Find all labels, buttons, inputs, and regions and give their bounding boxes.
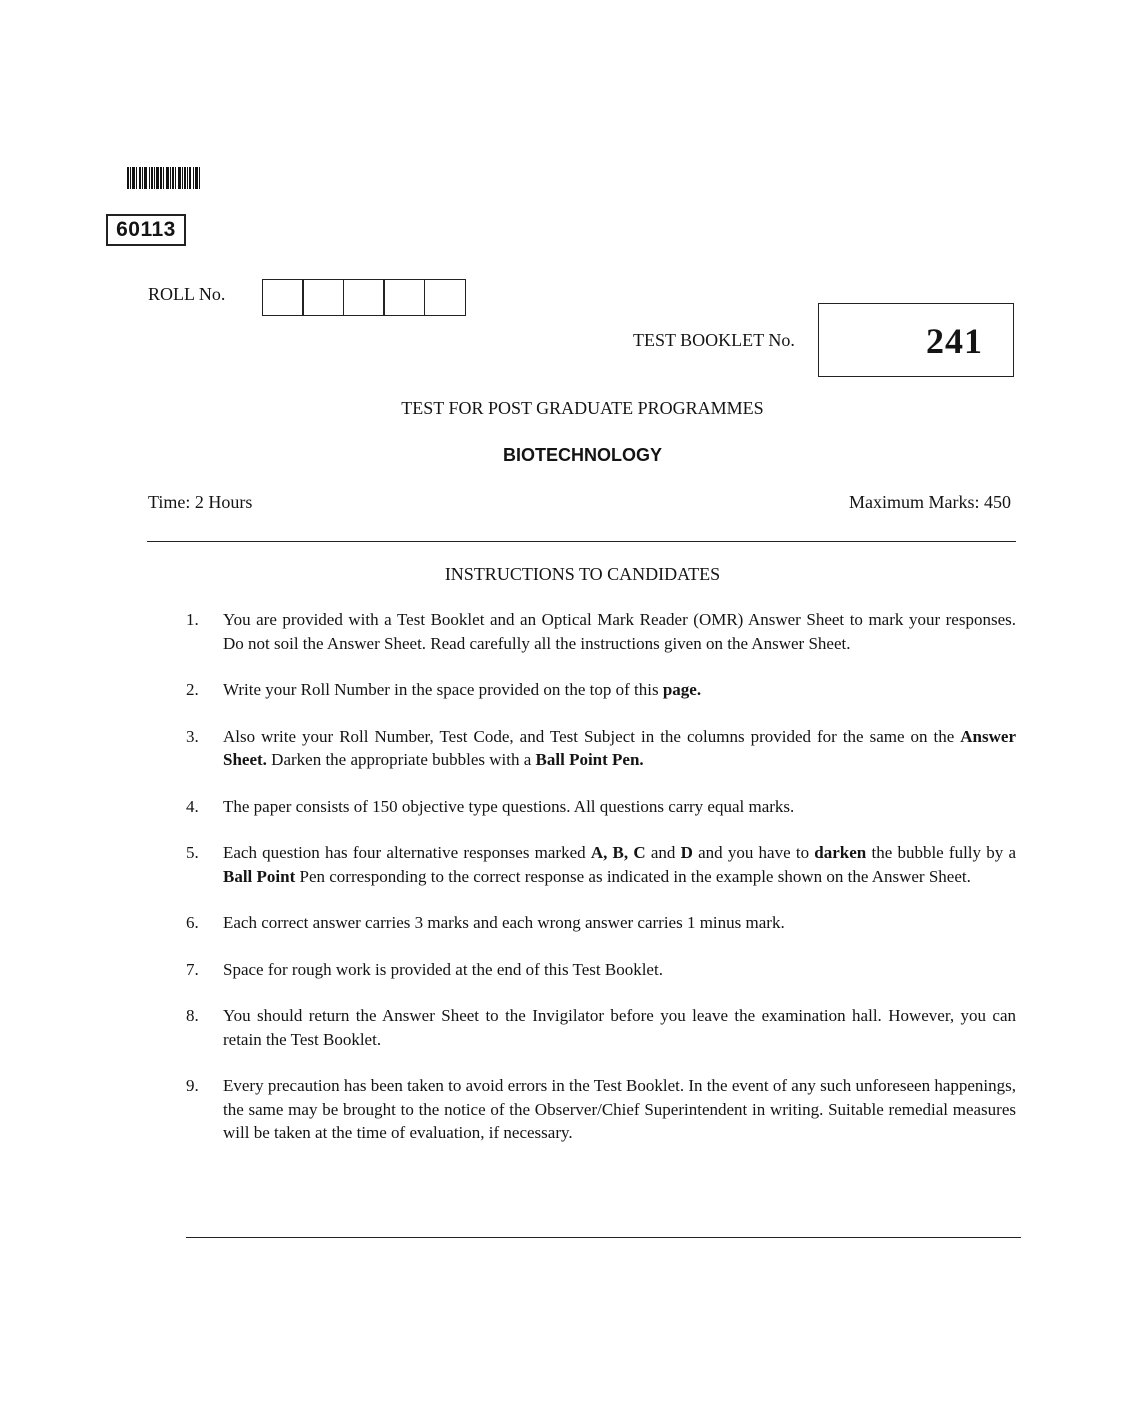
instruction-item [186,1004,1016,1051]
roll-digit-box[interactable] [424,279,466,316]
test-booklet-label: TEST BOOKLET No. [633,330,795,350]
instruction-text: the bubble fully by a [866,843,1016,862]
instruction-text: Every precaution has been taken to avoid errors in the Test Booklet. In the event of any such unforeseen happenings, the same may be brought to the notice of the Observer/Chief Superintendent in writing. Suitable remedial measures will be taken at the time of evaluation, if necessary. [223,1076,1016,1142]
barcode-graphic [127,167,241,189]
instruction-item [186,958,1016,982]
instruction-text: The paper consists of 150 objective type questions. All questions carry equal marks. [223,796,795,816]
roll-number-boxes[interactable] [262,279,464,316]
instruction-number: 3. [186,726,199,746]
instruction-text: Darken the appropriate bubbles with a [266,750,536,769]
subject-title: BIOTECHNOLOGY [502,445,662,465]
instruction-number: 4. [186,796,199,816]
instruction-text: and [645,843,681,862]
instruction-number: 2. [186,680,199,699]
instruction-text: Answer Sheet. [223,726,1016,769]
instruction-text: Each correct answer carries 3 marks and each wrong answer carries 1 minus mark. [223,913,785,932]
instructions-heading: INSTRUCTIONS TO CANDIDATES [444,564,721,584]
instruction-text: Also write your Roll Number, Test Code, and Test Subject in the columns provided for the same on the [223,726,961,746]
instruction-text: A, B, C [590,843,646,862]
instruction-text: and you have to [692,843,815,862]
instruction-item [186,678,1016,702]
instruction-item [186,725,1016,772]
roll-number-label: ROLL No. [148,284,226,304]
instruction-text: Space for rough work is provided at the end of this Test Booklet. [223,959,663,979]
test-title: TEST FOR POST GRADUATE PROGRAMMES [401,398,764,418]
instruction-text: Ball Point Pen. [535,750,644,769]
roll-digit-box[interactable] [343,279,385,316]
instruction-item [186,1074,1016,1145]
paper-code-box: 60113 [106,214,186,246]
test-booklet-number-box [818,303,1014,377]
instruction-number: 6. [186,913,199,932]
instruction-text: D [680,843,693,862]
instruction-text: You should return the Answer Sheet to the Invigilator before you leave the examination hall. However, you can retain the Test Booklet. [223,1006,1016,1049]
test-booklet-number: 241 [926,321,983,361]
instruction-text: Each question has four alternative responses marked [223,843,591,862]
roll-digit-box[interactable] [262,279,304,316]
divider-top [147,541,1016,542]
instruction-number: 8. [186,1006,199,1025]
instruction-text: page. [662,680,702,699]
instruction-number: 7. [186,959,199,979]
instruction-item [186,795,1016,819]
instruction-text: darken [814,843,867,862]
divider-bottom [186,1237,1021,1238]
maximum-marks: Maximum Marks: 450 [849,492,1011,512]
instruction-number: 5. [186,843,199,862]
instruction-text: Write your Roll Number in the space provided on the top of this [223,680,663,699]
instruction-item [186,841,1016,888]
instruction-text: Pen corresponding to the correct response as indicated in the example shown on the Answer Sheet. [295,866,971,886]
instruction-text: You are provided with a Test Booklet and an Optical Mark Reader (OMR) Answer Sheet to mark your responses. Do not soil the Answer Sheet. Read carefully all the instructions given on the Answer Sheet. [223,610,1016,653]
instruction-text: Ball Point [223,866,296,886]
time-allowed: Time: 2 Hours [148,492,253,512]
roll-digit-box[interactable] [383,279,425,316]
instruction-number: 1. [186,610,199,629]
instruction-number: 9. [186,1076,199,1095]
instruction-item [186,608,1016,655]
instructions-list [186,608,1016,1145]
roll-digit-box[interactable] [302,279,344,316]
instruction-item [186,911,1016,935]
